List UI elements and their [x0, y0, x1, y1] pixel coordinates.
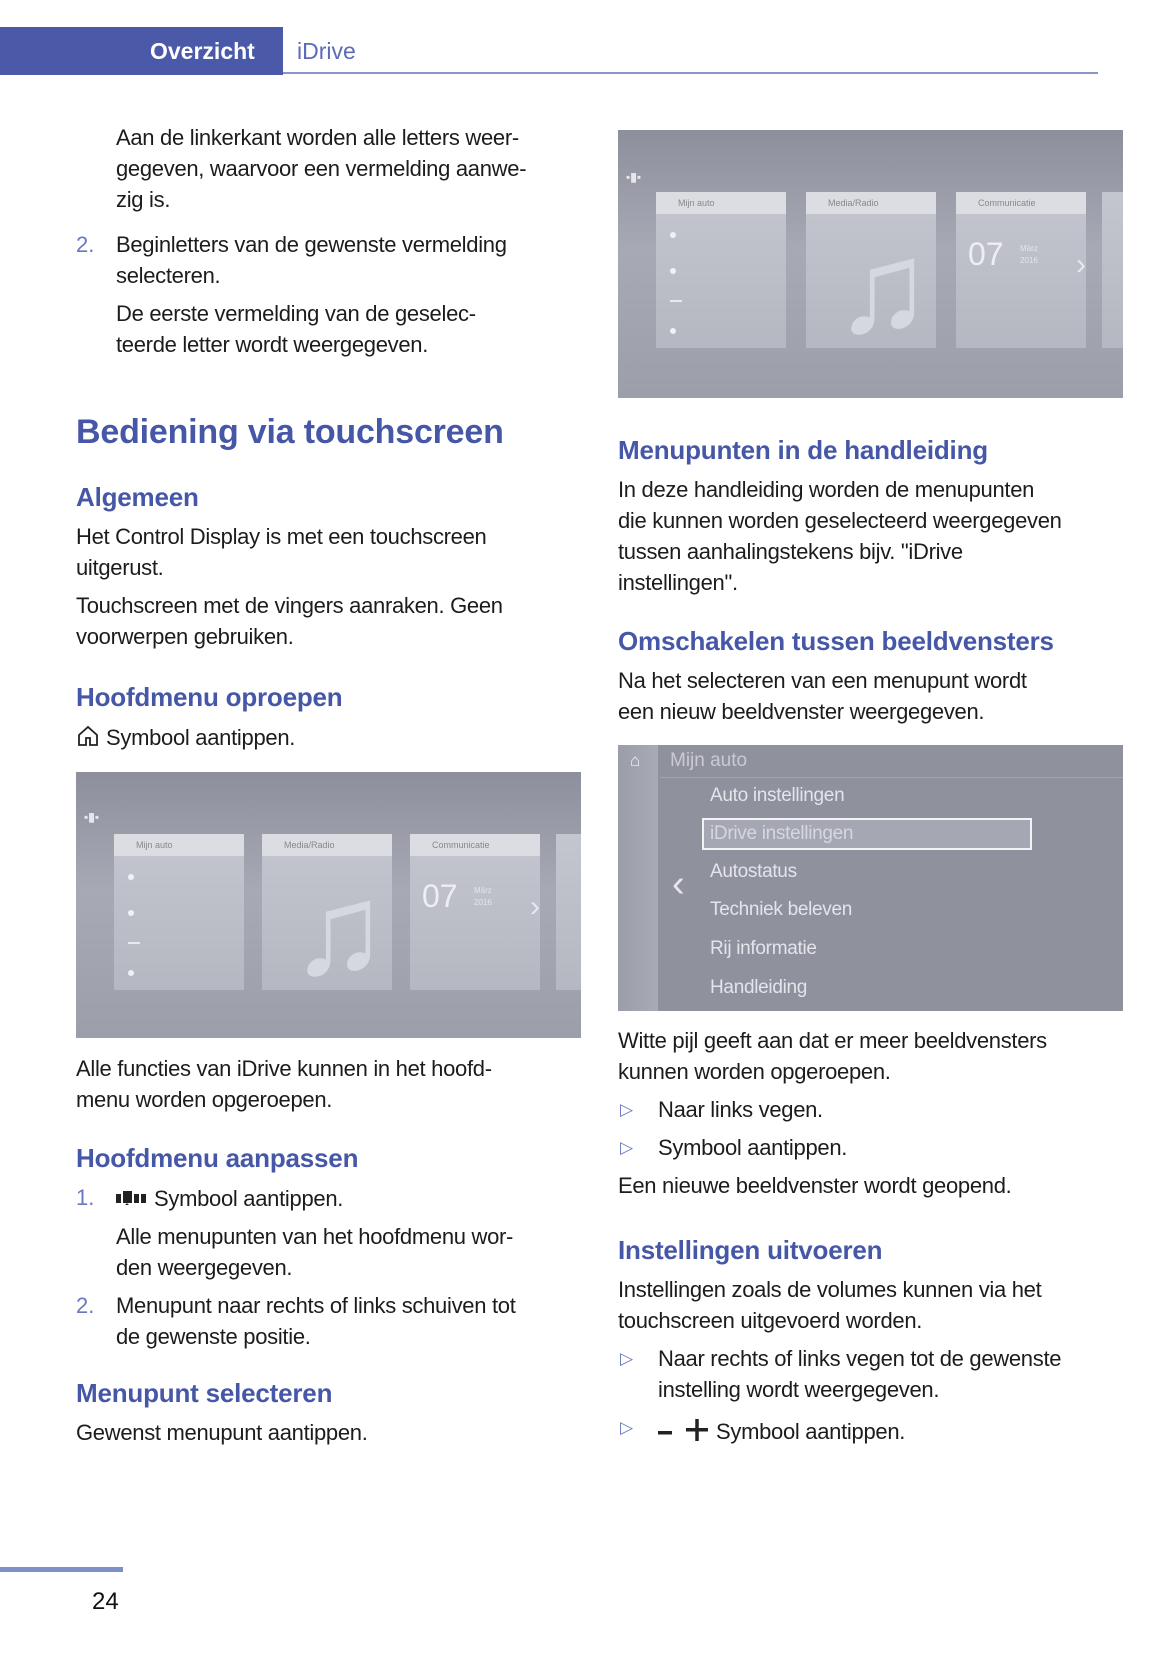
heading-algemeen: Algemeen — [76, 482, 199, 512]
text-line: gegeven, waarvoor een vermelding aanwe- — [116, 156, 527, 181]
text-line: Symbool aantippen. — [154, 1186, 344, 1211]
bullet-arrow-icon: ▷ — [620, 1138, 634, 1157]
selecteren-text — [76, 1417, 368, 1448]
menu-item: Handleiding — [710, 977, 808, 998]
date-year: 2016 — [474, 898, 492, 907]
page-number: 24 — [92, 1588, 119, 1615]
dot-icon — [670, 232, 676, 238]
home-icon — [76, 724, 100, 756]
bullet-item — [618, 1343, 1123, 1405]
text-line: Het Control Display is met een touchscreen — [76, 524, 487, 549]
text-line: Symbool aantippen. — [106, 725, 296, 750]
step-number: 2. — [76, 1293, 95, 1318]
dot-icon — [128, 910, 134, 916]
tile-mijn-auto — [114, 834, 244, 990]
dot-icon — [128, 874, 134, 880]
tab-label: Media/Radio — [262, 834, 392, 856]
tab-label: Media/Radio — [806, 192, 936, 214]
heading-menupunt-selecteren: Menupunt selecteren — [76, 1378, 333, 1408]
bullet-arrow-icon: ▷ — [620, 1349, 634, 1368]
menu-item: Rij informatie — [710, 938, 817, 959]
text-line: Gewenst menupunt aantippen. — [76, 1420, 368, 1445]
text-line: De eerste vermelding van de geselec- — [116, 301, 476, 326]
text-line: Instellingen zoals de volumes kunnen via het — [618, 1277, 1042, 1302]
section-title: Bediening via touchscreen — [76, 413, 504, 451]
text-line: Een nieuwe beeldvenster wordt geopend. — [618, 1173, 1012, 1198]
step-number: 1. — [76, 1185, 95, 1210]
step-number: 2. — [76, 232, 95, 257]
algemeen-text — [76, 521, 503, 652]
menu-icon — [116, 1182, 148, 1213]
music-note-icon: ♫ — [290, 856, 388, 1002]
menu-item: Auto instellingen — [710, 785, 845, 806]
dot-icon — [128, 970, 134, 976]
text-line: Touchscreen met de vingers aanraken. Geen — [76, 593, 503, 618]
text-line: Alle functies van iDrive kunnen in het hoofd- — [76, 1056, 492, 1081]
left-pane — [618, 745, 658, 1011]
text-line: Witte pijl geeft aan dat er meer beeldvensters — [618, 1028, 1047, 1053]
text-line: Aan de linkerkant worden alle letters weer- — [116, 125, 519, 150]
nieuwe-text — [618, 1170, 1011, 1201]
bar-icon — [670, 300, 682, 302]
tile-media-radio — [806, 192, 936, 360]
text-line: Naar rechts of links vegen tot de gewenste — [658, 1346, 1062, 1371]
text-line: de gewenste positie. — [116, 1324, 311, 1349]
text-line: tussen aanhalingstekens bijv. "iDrive — [618, 539, 963, 564]
witte-text — [618, 1025, 1047, 1087]
tile-communicatie — [956, 192, 1086, 348]
text-line: selecteren. — [116, 263, 221, 288]
text-line: den weergegeven. — [116, 1255, 293, 1280]
tile-partial — [556, 834, 581, 990]
tab-label: Communicatie — [956, 192, 1086, 214]
tab-label: Mijn auto — [114, 834, 244, 856]
minus-icon — [658, 1412, 672, 1443]
chevron-right-icon: › — [1076, 248, 1086, 281]
heading-instellingen: Instellingen uitvoeren — [618, 1235, 883, 1265]
heading-hoofdmenu-oproepen: Hoofdmenu oproepen — [76, 682, 343, 712]
bar-icon — [128, 942, 140, 944]
caption-text — [76, 1053, 492, 1115]
bullet-list-1 — [618, 1094, 1123, 1163]
heading-omschakelen: Omschakelen tussen beeldvensters — [618, 626, 1054, 656]
menupunten-text — [618, 474, 1062, 598]
tile-mijn-auto — [656, 192, 786, 348]
bullet-item — [618, 1412, 1123, 1449]
date-day: 07 — [422, 878, 458, 914]
mijn-auto-menu-screenshot — [618, 745, 1123, 1011]
home-icon: ⌂ — [630, 751, 641, 770]
footer-rule — [0, 1567, 123, 1572]
text-line: In deze handleiding worden de menupunten — [618, 477, 1035, 502]
music-note-icon: ♫ — [834, 214, 932, 360]
bullet-list-2 — [618, 1343, 1123, 1449]
text-line: Symbool aantippen. — [716, 1419, 906, 1444]
menu-item: Techniek beleven — [710, 899, 853, 920]
heading-menupunten: Menupunten in de handleiding — [618, 435, 988, 465]
date-month: März — [474, 886, 492, 895]
text-line: Alle menupunten van het hoofdmenu wor- — [116, 1224, 514, 1249]
idrive-home-screenshot-2 — [618, 130, 1123, 398]
intro-paragraph — [76, 122, 526, 215]
text-line: die kunnen worden geselecteerd weergegeven — [618, 508, 1062, 533]
tile-partial — [1102, 192, 1123, 348]
text-line: zig is. — [116, 187, 171, 212]
bullet-arrow-icon: ▷ — [620, 1100, 634, 1119]
tile-media-radio — [262, 834, 392, 1002]
text-line: touchscreen uitgevoerd worden. — [618, 1308, 923, 1333]
header-section: Overzicht — [150, 38, 255, 64]
header-subsection: iDrive — [297, 38, 356, 64]
step-2 — [76, 229, 581, 360]
chevron-left-icon: ‹ — [672, 863, 685, 905]
date-day: 07 — [968, 236, 1004, 272]
date-month: März — [1020, 244, 1038, 253]
dot-icon — [670, 328, 676, 334]
menu-item: Autostatus — [710, 861, 797, 882]
text-line: teerde letter wordt weergegeven. — [116, 332, 429, 357]
text-line: Menupunt naar rechts of links schuiven tot — [116, 1293, 516, 1318]
menu-icon: ▪▮▪ — [626, 170, 642, 184]
text-line: menu worden opgeroepen. — [76, 1087, 333, 1112]
omschakelen-text — [618, 665, 1027, 727]
plus-icon — [686, 1418, 708, 1449]
header-rule — [283, 72, 1098, 74]
date-year: 2016 — [1020, 256, 1038, 265]
text-line: instellingen". — [618, 570, 738, 595]
chevron-right-icon: › — [530, 890, 540, 923]
text-line: kunnen worden opgeroepen. — [618, 1059, 891, 1084]
idrive-home-screenshot — [76, 772, 581, 1038]
menu-divider — [660, 777, 1123, 778]
menu-icon: ▪▮▪ — [84, 810, 100, 824]
instellingen-text — [618, 1274, 1041, 1336]
text-line: Na het selecteren van een menupunt wordt — [618, 668, 1027, 693]
menu-title: Mijn auto — [670, 750, 748, 771]
tile-communicatie — [410, 834, 540, 990]
text-line: Symbool aantippen. — [658, 1135, 848, 1160]
bullet-arrow-icon: ▷ — [620, 1418, 634, 1437]
dot-icon — [670, 268, 676, 274]
text-line: voorwerpen gebruiken. — [76, 624, 294, 649]
text-line: instelling wordt weergegeven. — [658, 1377, 940, 1402]
text-line: Naar links vegen. — [658, 1097, 823, 1122]
heading-hoofdmenu-aanpassen: Hoofdmenu aanpassen — [76, 1143, 359, 1173]
tab-label: Communicatie — [410, 834, 540, 856]
bullet-item — [618, 1094, 1123, 1125]
text-line: Beginletters van de gewenste vermelding — [116, 232, 507, 257]
text-line: een nieuw beeldvenster weergegeven. — [618, 699, 985, 724]
aanpassen-steps — [76, 1182, 581, 1352]
menu-item-selected: iDrive instellingen — [710, 823, 854, 844]
text-line: uitgerust. — [76, 555, 164, 580]
tab-label: Mijn auto — [656, 192, 786, 214]
bullet-item — [618, 1132, 1123, 1163]
hoofdmenu-line — [76, 722, 295, 756]
